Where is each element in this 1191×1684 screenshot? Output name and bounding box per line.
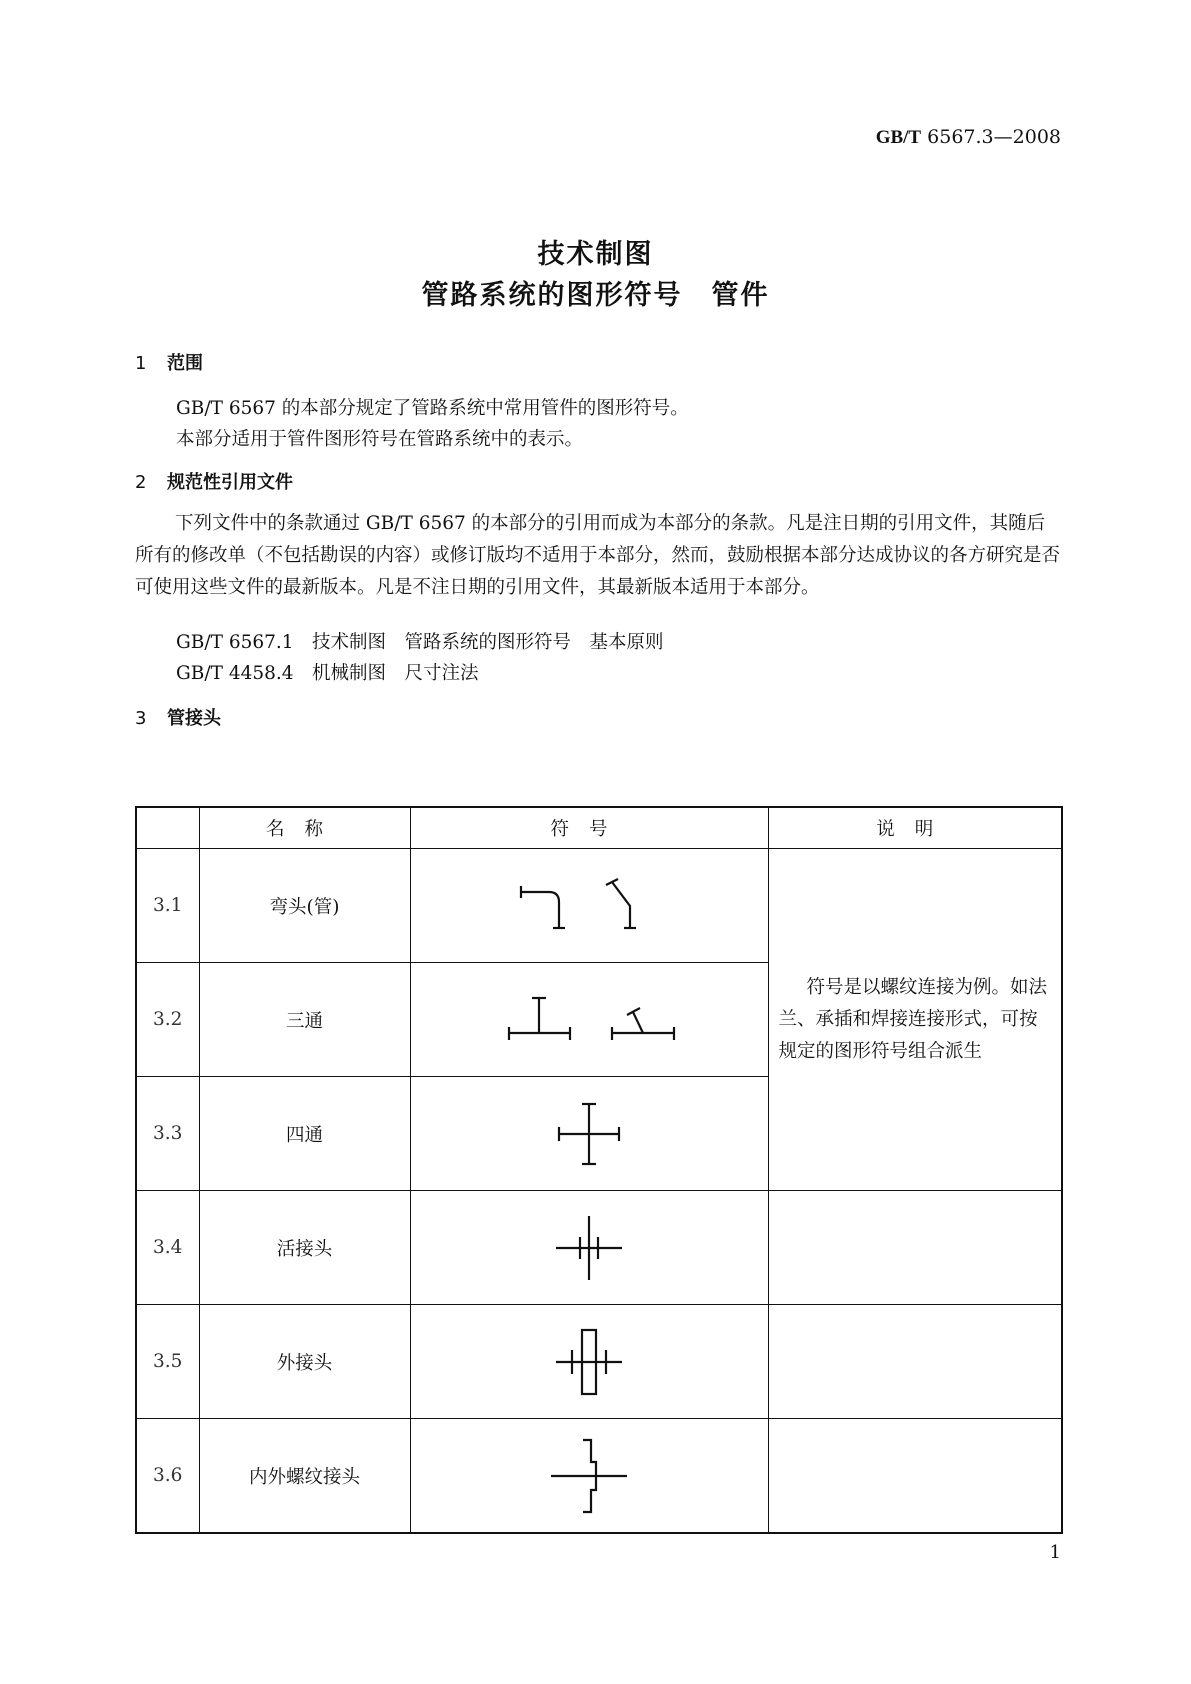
row-number: 3.2 (136, 963, 199, 1077)
row-number: 3.3 (136, 1077, 199, 1191)
row-number: 3.4 (136, 1191, 199, 1305)
row-description (768, 1191, 1062, 1305)
row-name: 外接头 (199, 1305, 410, 1419)
coupling-symbol-icon (489, 1324, 689, 1400)
table-row (136, 849, 1062, 963)
header-description: 说明 (768, 807, 1062, 849)
section-title: 规范性引用文件 (167, 472, 293, 493)
standard-number: 6567.3—2008 (927, 126, 1061, 148)
row-description (768, 1305, 1062, 1419)
header-name: 名称 (199, 807, 410, 849)
section-number: 2 (135, 472, 147, 493)
reference-1: GB/T 6567.1 技术制图 管路系统的图形符号 基本原则 (176, 632, 664, 653)
row-description (768, 1419, 1062, 1534)
standard-code (876, 126, 1061, 149)
reference-2: GB/T 4458.4 机械制图 尺寸注法 (176, 663, 479, 684)
row-number: 3.1 (136, 849, 199, 963)
cross-symbol-icon (489, 1096, 689, 1172)
references-intro: 下列文件中的条款通过 GB/T 6567 的本部分的引用而成为本部分的条款。凡是注日期的引用文件，其随后所有的修改单（不包括勘误的内容）或修订版均不适用于本部分，然而，鼓励根据本部分达成协议的各方研究是否可使用这些文件的最新版本。凡是不注日期的引用文件，其最新版本适用于本部分。 (135, 513, 1061, 598)
header-num (136, 807, 199, 849)
merged-description (768, 849, 1062, 1191)
pipe-fittings-table (135, 806, 1063, 1534)
header-symbol: 符号 (410, 807, 768, 849)
bushing-symbol-icon (489, 1436, 689, 1516)
section-number: 3 (135, 708, 147, 729)
row-name: 活接头 (199, 1191, 410, 1305)
row-symbol (410, 1077, 768, 1191)
document-title: 技术制图 (537, 239, 654, 270)
section-title: 范围 (167, 353, 203, 374)
union-symbol-icon (489, 1210, 689, 1286)
row-number: 3.5 (136, 1305, 199, 1419)
table-row (136, 1191, 1062, 1305)
elbow-symbol-icon (489, 871, 689, 941)
row-name: 弯头(管) (199, 849, 410, 963)
standard-code-prefix: GB/T (875, 127, 922, 148)
row-symbol (410, 963, 768, 1077)
section-number: 1 (135, 353, 147, 374)
row-symbol (410, 849, 768, 963)
row-symbol (410, 1305, 768, 1419)
document-subtitle: 管路系统的图形符号 管件 (421, 280, 770, 311)
row-symbol (410, 1191, 768, 1305)
table-row (136, 1419, 1062, 1534)
row-name: 四通 (199, 1077, 410, 1191)
section-1-heading (135, 349, 203, 375)
scope-paragraph-2: 本部分适用于管件图形符号在管路系统中的表示。 (176, 429, 584, 450)
tee-symbol-icon (489, 985, 689, 1055)
row-name: 内外螺纹接头 (199, 1419, 410, 1534)
scope-paragraph-1: GB/T 6567 的本部分规定了管路系统中常用管件的图形符号。 (176, 398, 689, 419)
row-name: 三通 (199, 963, 410, 1077)
page-number: 1 (1049, 1542, 1061, 1563)
row-symbol (410, 1419, 768, 1534)
description-text: 符号是以螺纹连接为例。如法兰、承插和焊接连接形式，可按规定的图形符号组合派生 (778, 976, 1048, 1062)
section-2-heading (135, 468, 293, 494)
table-header-row (136, 807, 1062, 849)
table-row (136, 1305, 1062, 1419)
section-title: 管接头 (167, 708, 221, 729)
section-3-heading (135, 704, 221, 730)
row-number: 3.6 (136, 1419, 199, 1534)
